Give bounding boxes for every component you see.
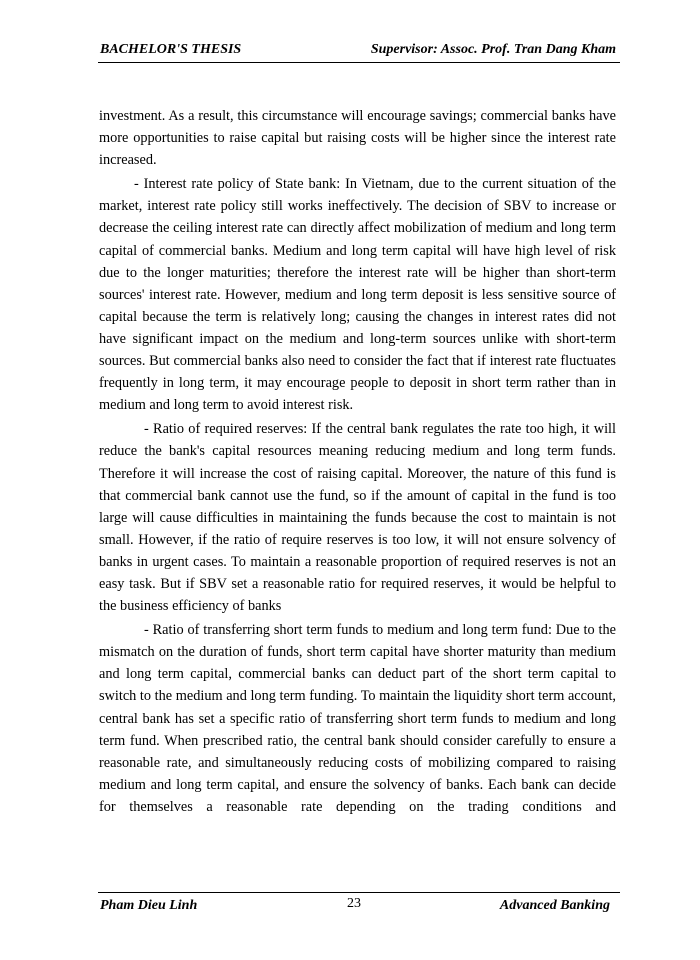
body-text [99, 105, 616, 818]
footer-course: Advanced Banking [499, 898, 610, 913]
paragraph-transfer-ratio: - Ratio of transferring short term funds to medium and long term fund: Due to the mismatch on the duration of funds, short term capital have shorter maturity than medium and long term capital, commercial banks can deduct part of the short term capital to switch to the medium and long term funding. To maintain the liquidity short term account, central bank has set a specific ratio of transferring short term funds to medium and long term fund. When prescribed ratio, the central bank should consider carefully to ensure a reasonable rate, and simultaneously reducing costs of mobilizing compared to raising medium and long term capital, and ensure the solvency of banks. Each bank can decide for themselves a reasonable rate depending on the trading conditions and [99, 622, 616, 815]
header-thesis-title: BACHELOR'S THESIS [100, 42, 242, 57]
page-number: 23 [347, 896, 361, 911]
footer-rule [98, 892, 620, 893]
paragraph-required-reserves: - Ratio of required reserves: If the central bank regulates the rate too high, it will reduce the bank's capital resources meaning reducing medium and long term funds. Therefore it will increase the cost of raising capital. Moreover, the nature of this fund is that commercial bank cannot use the fund, so if the amount of capital in the fund is too large will cause difficulties in maintaining the funds because the cost to maintain is not small. However, if the ratio of require reserves is too low, it will not ensure solvency of banks in urgent cases. To maintain a reasonable proportion of required reserves is not an easy task. But if SBV set a reasonable ratio for required reserves, it would be helpful to the business efficiency of banks [99, 421, 616, 615]
page-footer [98, 896, 620, 918]
paragraph-intro: investment. As a result, this circumstance will encourage savings; commercial banks have more opportunities to raise capital but raising costs will be higher since the interest rate increased. [99, 108, 616, 169]
page-header [98, 40, 620, 60]
paragraph-interest-rate-policy: - Interest rate policy of State bank: In Vietnam, due to the current situation of the market, interest rate policy still works ineffectively. The decision of SBV to increase or decrease the ceiling interest rate can directly affect mobilization of medium and long term capital of commercial banks. Medium and long term capital will have high level of risk due to the longer maturities; therefore the interest rate will be higher than short-term sources' interest rate. However, medium and long term deposit is less sensitive source of capital because the term is relatively long; causing the changes in interest rates did not have significant impact on the medium and long-term sources unlike with short-term sources. But commercial banks also need to consider the fact that if interest rate fluctuates frequently in long term, it may encourage people to deposit in short term rather than in medium and long term to avoid interest risk. [99, 176, 616, 414]
footer-author: Pham Dieu Linh [100, 898, 198, 913]
header-supervisor: Supervisor: Assoc. Prof. Tran Dang Kham [370, 42, 616, 57]
header-rule [98, 62, 620, 63]
